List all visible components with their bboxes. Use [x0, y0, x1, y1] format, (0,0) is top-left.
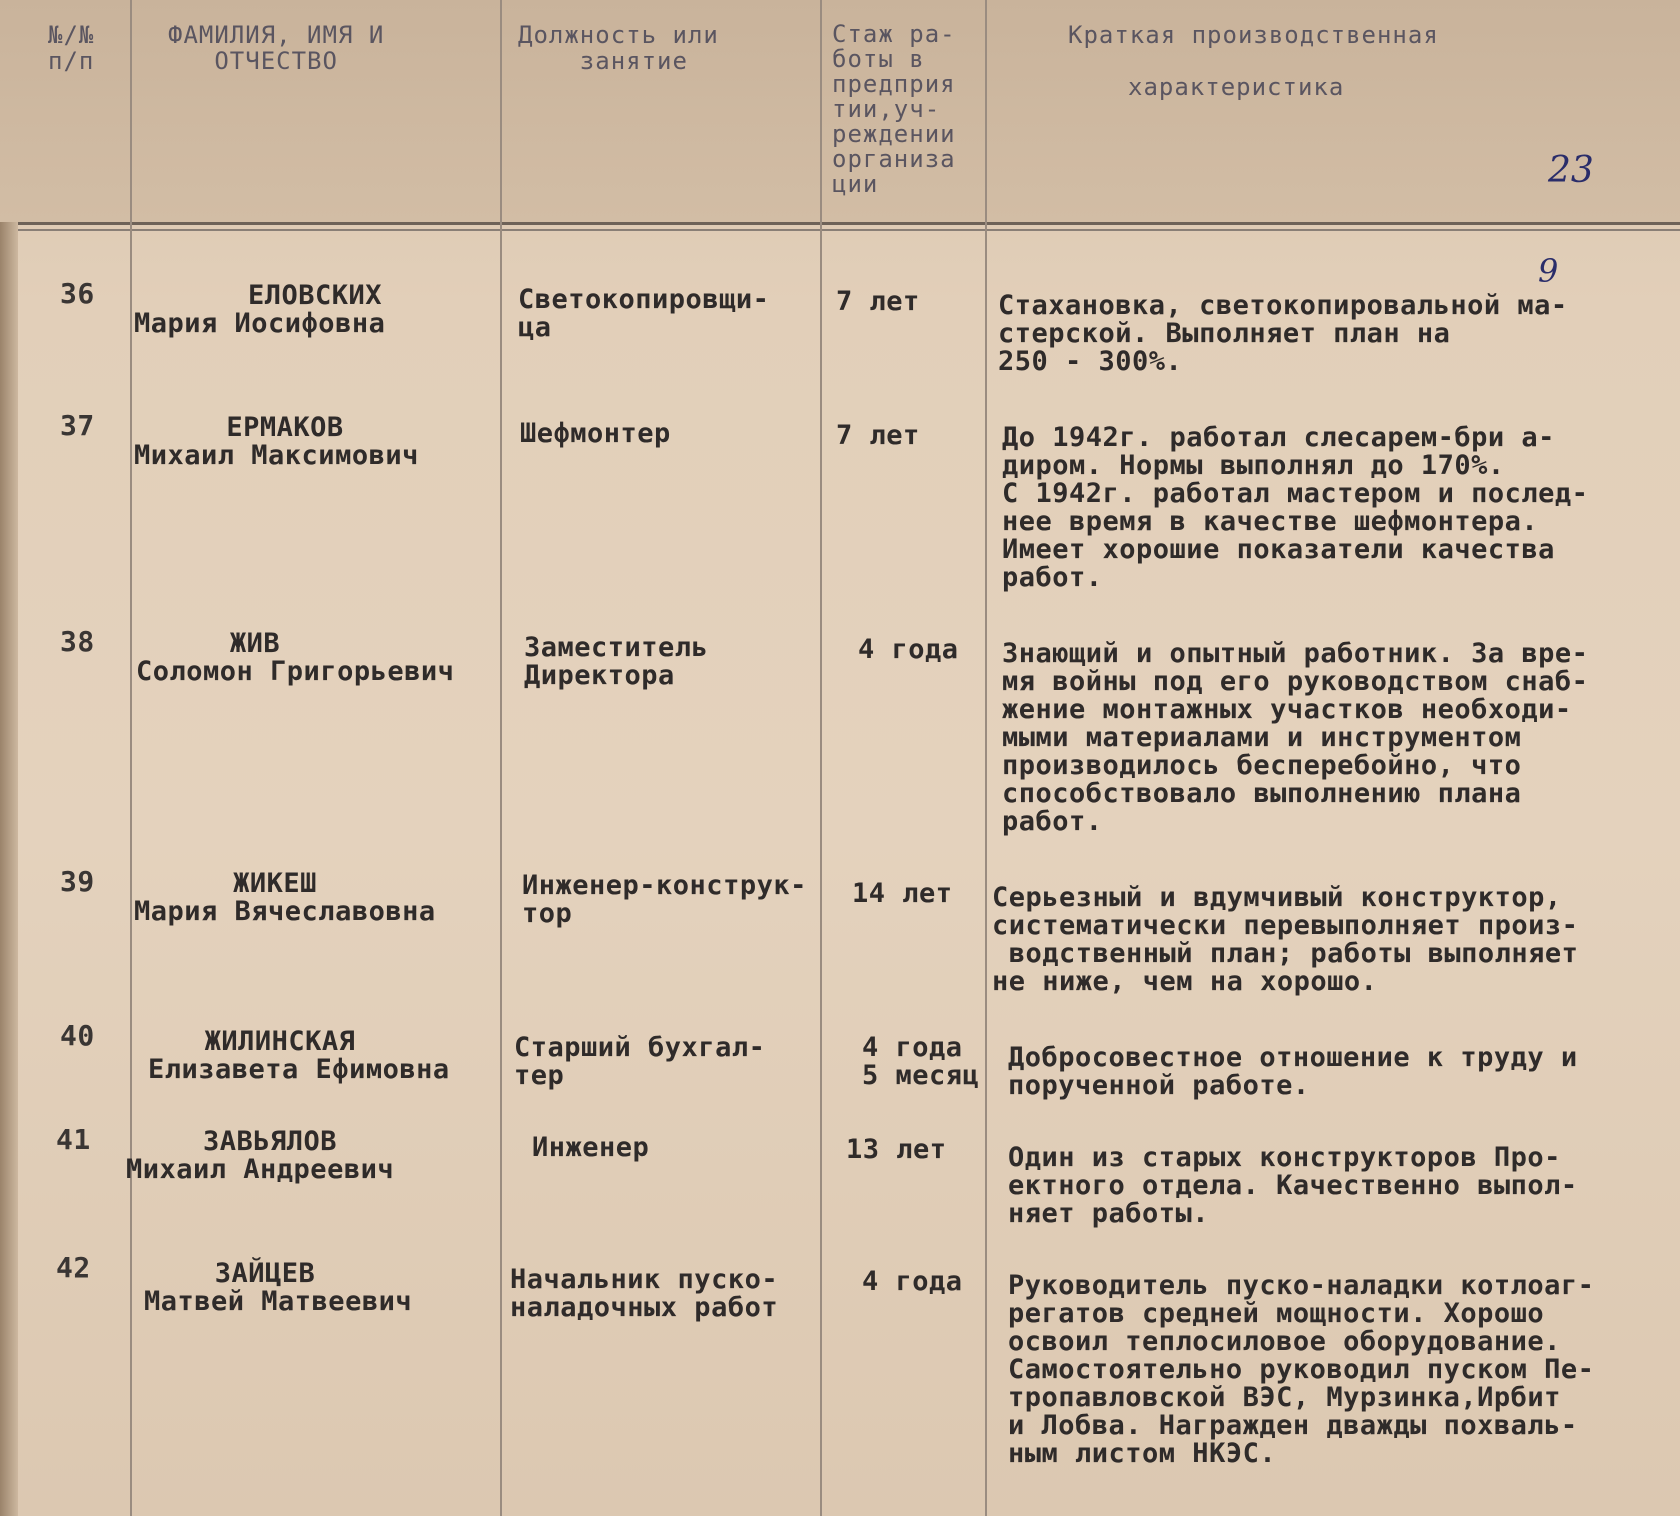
employee-given-names: Мария Вячеславовна: [134, 896, 436, 927]
employee-surname: ЖИВ: [229, 628, 281, 659]
employee-given-names: Михаил Андреевич: [126, 1154, 395, 1185]
header-col-characteristic-line1: Краткая производственная: [1068, 21, 1439, 49]
header-col-characteristic-line2: характеристика: [1128, 73, 1345, 101]
header-col-position: Должность или занятие: [518, 21, 719, 75]
column-divider: [985, 0, 987, 1516]
employee-surname: ЕЛОВСКИХ: [247, 280, 383, 311]
employee-tenure: 4 года: [858, 634, 959, 665]
employee-position: Шефмонтер: [520, 418, 671, 449]
header-col-tenure: Стаж ра- боты в предприя тии,уч- реждении организа ции: [832, 20, 956, 198]
employee-given-names: Елизавета Ефимовна: [148, 1054, 450, 1085]
page-edge-shadow: [0, 222, 18, 1516]
employee-surname: ЕРМАКОВ: [226, 412, 344, 443]
row-number: 39: [60, 865, 95, 898]
employee-tenure: 4 года: [862, 1266, 963, 1297]
employee-position: Заместитель Директора: [524, 632, 709, 691]
employee-characteristic: Стахановка, светокопировальной ма- стерской. Выполняет план на 250 - 300%.: [998, 290, 1568, 377]
employee-position: Инженер: [532, 1132, 650, 1163]
row-number: 42: [56, 1251, 91, 1284]
row-number: 37: [60, 409, 95, 442]
header-col-number: №/№ п/п: [48, 21, 95, 75]
employee-position: Инженер-конструк- тор: [522, 870, 807, 929]
employee-tenure: 7 лет: [836, 286, 920, 317]
employee-characteristic: До 1942г. работал слесарем-бри а- диром. Нормы выполнял до 170%. С 1942г. работал мастером и послед- нее время в качестве шефмонтера. Имеет хорошие показатели качества работ.: [1002, 422, 1589, 593]
employee-characteristic: Знающий и опытный работник. За вре- мя войны под его руководством снаб- жение монтажных участков необходи- мыми материалами и инструментом производилось бесперебойно, что способствовало выполнению плана работ.: [1002, 638, 1589, 837]
employee-tenure: 7 лет: [836, 420, 920, 451]
employee-characteristic: Серьезный и вдумчивый конструктор, систематически перевыполняет произ- водственный план; работы выполняет не ниже, чем на хорошо.: [992, 882, 1579, 997]
employee-surname: ЖИКЕШ: [233, 868, 317, 899]
employee-tenure: 14 лет: [852, 878, 953, 909]
employee-surname: ЖИЛИНСКАЯ: [204, 1026, 356, 1057]
employee-given-names: Соломон Григорьевич: [136, 656, 455, 687]
column-divider: [820, 0, 822, 1516]
row-number: 41: [56, 1123, 91, 1156]
employee-position: Старший бухгал- тер: [514, 1032, 766, 1091]
employee-position: Светокопировщи- ца: [518, 284, 770, 343]
page-number-handwritten: 23: [1548, 150, 1594, 191]
row-number: 36: [60, 277, 95, 310]
employee-surname: ЗАВЬЯЛОВ: [202, 1126, 338, 1157]
row-number: 40: [60, 1019, 95, 1052]
employee-given-names: Мария Иосифовна: [134, 308, 386, 339]
column-divider: [130, 0, 132, 1516]
employee-surname: ЗАЙЦЕВ: [214, 1258, 316, 1289]
employee-given-names: Матвей Матвеевич: [144, 1286, 413, 1317]
employee-characteristic: Один из старых конструкторов Про- ектного отдела. Качественно выпол- няет работы.: [1008, 1142, 1578, 1229]
column-divider: [500, 0, 502, 1516]
employee-given-names: Михаил Максимович: [134, 440, 419, 471]
employee-characteristic: Руководитель пуско-наладки котлоаг- регатов средней мощности. Хорошо освоил теплосиловое оборудование. Самостоятельно руководил пуском Пе- тропавловской ВЭС, Мурзинка,Ирбит и Лобва. Награжден дважды похваль- ным листом НКЭС.: [1008, 1270, 1595, 1469]
header-col-name: ФАМИЛИЯ, ИМЯ И ОТЧЕСТВО: [168, 21, 385, 75]
employee-tenure: 4 года 5 месяц: [862, 1032, 980, 1091]
employee-characteristic: Добросовестное отношение к труду и порученной работе.: [1008, 1042, 1578, 1101]
employee-tenure: 13 лет: [846, 1134, 947, 1165]
employee-position: Начальник пуско- наладочных работ: [510, 1264, 779, 1323]
header-divider: [0, 229, 1680, 231]
row-number: 38: [60, 625, 95, 658]
handwritten-mark: 9: [1538, 252, 1559, 290]
